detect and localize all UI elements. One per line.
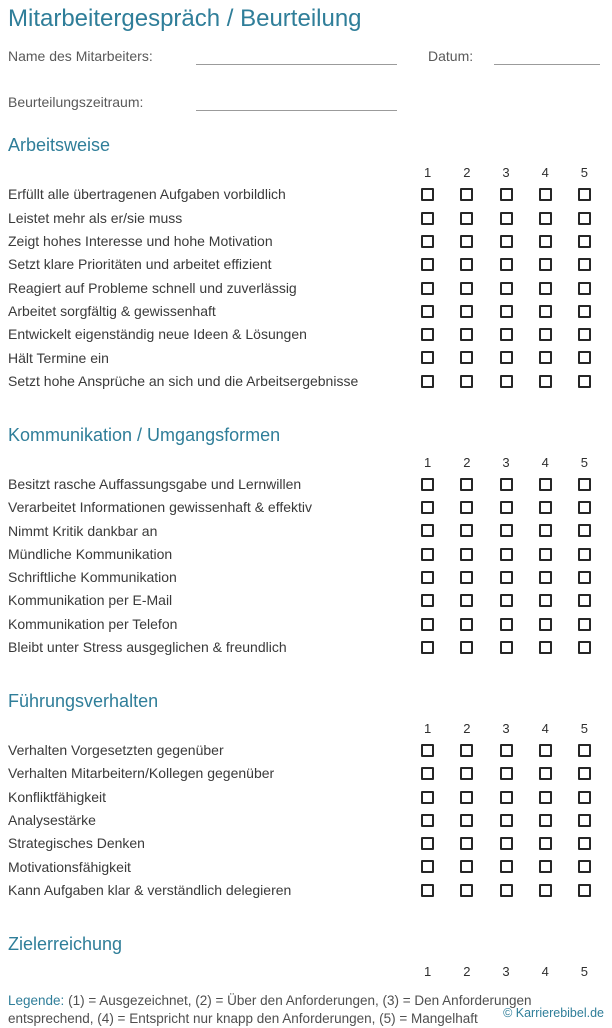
rating-checkbox-group (408, 860, 604, 873)
rating-checkbox[interactable] (539, 212, 552, 225)
rating-scale-number: 4 (541, 720, 549, 736)
rating-checkbox[interactable] (421, 548, 434, 561)
rating-checkbox-group (408, 501, 604, 514)
rating-checkbox[interactable] (539, 860, 552, 873)
rating-checkbox[interactable] (539, 188, 552, 201)
rating-checkbox[interactable] (500, 282, 513, 295)
rating-checkbox-group (408, 305, 604, 318)
rating-item-label: Kommunikation per Telefon (8, 615, 178, 632)
rating-scale-number: 4 (541, 454, 549, 470)
rating-checkbox[interactable] (421, 478, 434, 491)
rating-scale-number: 4 (541, 165, 549, 181)
rating-item-label: Setzt hohe Ansprüche an sich und die Arbeitsergebnisse (8, 372, 359, 389)
rating-scale-number: 5 (580, 720, 589, 736)
rating-row (8, 230, 604, 253)
rating-checkbox[interactable] (421, 860, 434, 873)
rating-checkbox[interactable] (578, 837, 591, 850)
rating-item-label: Motivationsfähigkeit (8, 858, 131, 875)
rating-item-label: Schriftliche Kommunikation (8, 569, 177, 586)
rating-checkbox[interactable] (460, 791, 473, 804)
rating-scale-number: 2 (463, 963, 471, 979)
rating-checkbox[interactable] (500, 837, 513, 850)
rating-checkbox-group (408, 478, 604, 491)
rating-checkbox[interactable] (460, 860, 473, 873)
rating-checkbox[interactable] (539, 235, 552, 248)
rating-checkbox[interactable] (460, 618, 473, 631)
rating-checkbox[interactable] (500, 618, 513, 631)
rating-row (8, 832, 604, 855)
rating-scale-header (408, 721, 604, 736)
rating-checkbox[interactable] (421, 837, 434, 850)
rating-checkbox[interactable] (578, 884, 591, 897)
section-heading: Führungsverhalten (8, 691, 159, 712)
rating-checkbox[interactable] (421, 884, 434, 897)
rating-item-label: Kommunikation per E-Mail (8, 592, 173, 609)
period-input[interactable] (196, 95, 397, 111)
rating-checkbox[interactable] (460, 328, 473, 341)
rating-item-label: Nimmt Kritik dankbar an (8, 522, 158, 539)
rating-scale-number: 1 (423, 454, 432, 470)
rating-checkbox[interactable] (421, 814, 434, 827)
rating-row (8, 276, 604, 299)
rating-checkbox[interactable] (500, 188, 513, 201)
rating-row (8, 253, 604, 276)
rating-checkbox[interactable] (578, 375, 591, 388)
date-label: Datum: (428, 48, 474, 65)
rating-checkbox[interactable] (500, 212, 513, 225)
rating-checkbox[interactable] (500, 884, 513, 897)
rating-checkbox[interactable] (421, 744, 434, 757)
rating-checkbox-group (408, 767, 604, 780)
rating-checkbox-group (408, 524, 604, 537)
rating-checkbox[interactable] (460, 814, 473, 827)
rating-scale-number: 1 (423, 963, 432, 979)
rating-checkbox[interactable] (421, 282, 434, 295)
section-rows (8, 183, 604, 393)
rating-checkbox[interactable] (500, 767, 513, 780)
rating-checkbox[interactable] (500, 791, 513, 804)
rating-row (8, 519, 604, 542)
rating-row (8, 879, 604, 902)
rating-checkbox[interactable] (539, 282, 552, 295)
rating-checkbox[interactable] (539, 548, 552, 561)
rating-checkbox[interactable] (421, 618, 434, 631)
rating-item-label: Verarbeitet Informationen gewissenhaft & effektiv (8, 499, 313, 516)
rating-checkbox[interactable] (460, 305, 473, 318)
rating-checkbox[interactable] (500, 641, 513, 654)
name-label: Name des Mitarbeiters: (8, 48, 153, 65)
rating-checkbox[interactable] (500, 305, 513, 318)
rating-checkbox[interactable] (578, 282, 591, 295)
rating-scale-header (408, 165, 604, 180)
copyright: © Karrierebibel.de (503, 1006, 604, 1020)
rating-checkbox[interactable] (578, 767, 591, 780)
rating-scale-number: 5 (580, 165, 589, 181)
rating-row (8, 543, 604, 566)
rating-checkbox[interactable] (578, 188, 591, 201)
rating-checkbox[interactable] (460, 837, 473, 850)
section-rows (8, 739, 604, 902)
rating-checkbox-group (408, 235, 604, 248)
rating-checkbox[interactable] (578, 305, 591, 318)
rating-checkbox[interactable] (460, 282, 473, 295)
rating-checkbox[interactable] (421, 594, 434, 607)
rating-checkbox-group (408, 548, 604, 561)
rating-checkbox[interactable] (460, 571, 473, 584)
rating-checkbox[interactable] (539, 594, 552, 607)
rating-checkbox[interactable] (578, 618, 591, 631)
rating-row (8, 370, 604, 393)
rating-checkbox[interactable] (460, 744, 473, 757)
rating-scale-number: 2 (463, 165, 471, 181)
rating-checkbox-group (408, 837, 604, 850)
rating-checkbox-group (408, 212, 604, 225)
rating-checkbox[interactable] (421, 571, 434, 584)
legend-text: (1) = Ausgezeichnet, (2) = Über den Anforderungen, (3) = Den Anforderungen entsprechend, (4) = Entspricht nur knapp den Anforderungen, (5) = Mangelhaft (8, 992, 532, 1026)
rating-scale-header (408, 455, 604, 470)
rating-row (8, 809, 604, 832)
rating-row (8, 739, 604, 762)
rating-checkbox[interactable] (539, 478, 552, 491)
rating-item-label: Bleibt unter Stress ausgeglichen & freundlich (8, 638, 287, 655)
rating-checkbox[interactable] (539, 884, 552, 897)
rating-checkbox-group (408, 375, 604, 388)
rating-checkbox[interactable] (460, 351, 473, 364)
rating-checkbox[interactable] (500, 235, 513, 248)
rating-item-label: Mündliche Kommunikation (8, 545, 173, 562)
rating-checkbox-group (408, 188, 604, 201)
rating-checkbox-group (408, 282, 604, 295)
rating-row (8, 300, 604, 323)
rating-checkbox[interactable] (500, 571, 513, 584)
rating-scale-number: 1 (423, 720, 432, 736)
rating-item-label: Arbeitet sorgfältig & gewissenhaft (8, 302, 216, 319)
rating-checkbox[interactable] (421, 258, 434, 271)
rating-checkbox[interactable] (578, 641, 591, 654)
rating-row (8, 566, 604, 589)
rating-row (8, 636, 604, 659)
header-fields (8, 46, 604, 111)
rating-checkbox[interactable] (500, 548, 513, 561)
rating-checkbox-group (408, 641, 604, 654)
rating-item-label: Hält Termine ein (8, 349, 109, 366)
rating-checkbox[interactable] (578, 524, 591, 537)
rating-checkbox[interactable] (539, 571, 552, 584)
rating-checkbox[interactable] (539, 328, 552, 341)
rating-item-label: Verhalten Vorgesetzten gegenüber (8, 742, 224, 759)
rating-item-label: Erfüllt alle übertragenen Aufgaben vorbildlich (8, 186, 286, 203)
rating-checkbox[interactable] (578, 791, 591, 804)
rating-item-label: Entwickelt eigenständig neue Ideen & Lösungen (8, 326, 307, 343)
rating-checkbox[interactable] (460, 767, 473, 780)
rating-checkbox[interactable] (539, 258, 552, 271)
rating-checkbox[interactable] (460, 478, 473, 491)
rating-section (8, 426, 604, 659)
rating-scale-header (408, 964, 604, 979)
rating-scale-number: 2 (463, 720, 471, 736)
rating-row (8, 762, 604, 785)
rating-checkbox[interactable] (578, 814, 591, 827)
rating-checkbox[interactable] (421, 791, 434, 804)
rating-row (8, 855, 604, 878)
rating-checkbox-group (408, 884, 604, 897)
rating-checkbox[interactable] (421, 524, 434, 537)
rating-scale-number: 5 (580, 963, 589, 979)
rating-checkbox[interactable] (421, 641, 434, 654)
period-field-row (8, 92, 604, 111)
rating-checkbox[interactable] (539, 351, 552, 364)
rating-item-label: Leistet mehr als er/sie muss (8, 209, 183, 226)
rating-checkbox[interactable] (578, 328, 591, 341)
rating-scale-number: 2 (463, 454, 471, 470)
rating-checkbox[interactable] (578, 548, 591, 561)
rating-checkbox[interactable] (539, 767, 552, 780)
rating-checkbox[interactable] (460, 594, 473, 607)
rating-checkbox[interactable] (500, 501, 513, 514)
rating-checkbox[interactable] (539, 791, 552, 804)
rating-checkbox[interactable] (539, 305, 552, 318)
name-input[interactable] (196, 49, 397, 65)
rating-item-label: Zeigt hohes Interesse und hohe Motivation (8, 233, 273, 250)
rating-row (8, 346, 604, 369)
rating-item-label: Setzt klare Prioritäten und arbeitet effizient (8, 256, 272, 273)
rating-checkbox[interactable] (500, 594, 513, 607)
rating-scale-number: 4 (541, 963, 549, 979)
section-rows (8, 473, 604, 659)
rating-checkbox[interactable] (578, 478, 591, 491)
legend (8, 992, 586, 1028)
rating-checkbox[interactable] (421, 328, 434, 341)
rating-checkbox-group (408, 618, 604, 631)
rating-row (8, 785, 604, 808)
rating-checkbox[interactable] (460, 258, 473, 271)
rating-checkbox-group (408, 571, 604, 584)
rating-scale-number: 5 (580, 454, 589, 470)
rating-checkbox[interactable] (578, 594, 591, 607)
rating-checkbox[interactable] (421, 305, 434, 318)
legend-label: Legende: (8, 992, 65, 1008)
rating-item-label: Besitzt rasche Auffassungsgabe und Lernwillen (8, 475, 302, 492)
rating-checkbox[interactable] (539, 814, 552, 827)
rating-row (8, 496, 604, 519)
rating-checkbox[interactable] (539, 837, 552, 850)
rating-checkbox[interactable] (500, 258, 513, 271)
rating-checkbox[interactable] (460, 501, 473, 514)
rating-checkbox[interactable] (460, 235, 473, 248)
rating-checkbox[interactable] (500, 375, 513, 388)
name-field-row (8, 46, 604, 65)
rating-checkbox[interactable] (578, 351, 591, 364)
rating-checkbox[interactable] (460, 375, 473, 388)
rating-checkbox[interactable] (578, 571, 591, 584)
rating-checkbox[interactable] (539, 375, 552, 388)
rating-row (8, 323, 604, 346)
rating-row (8, 183, 604, 206)
rating-scale-number: 3 (502, 720, 510, 736)
rating-checkbox[interactable] (421, 212, 434, 225)
rating-checkbox-group (408, 351, 604, 364)
rating-checkbox[interactable] (578, 212, 591, 225)
rating-checkbox[interactable] (500, 744, 513, 757)
rating-scale-number: 3 (502, 963, 510, 979)
rating-checkbox[interactable] (460, 548, 473, 561)
rating-checkbox[interactable] (578, 860, 591, 873)
rating-section (8, 136, 604, 392)
section-heading: Kommunikation / Umgangsformen (8, 424, 281, 445)
rating-checkbox-group (408, 814, 604, 827)
rating-section (8, 692, 604, 902)
section-heading: Zielerreichung (8, 933, 123, 954)
page-title: Mitarbeitergespräch / Beurteilung (8, 5, 362, 32)
date-input[interactable] (494, 49, 600, 65)
rating-checkbox[interactable] (539, 524, 552, 537)
rating-checkbox[interactable] (421, 501, 434, 514)
rating-item-label: Verhalten Mitarbeitern/Kollegen gegenüber (8, 765, 275, 782)
rating-checkbox-group (408, 328, 604, 341)
rating-scale-number: 3 (502, 165, 510, 181)
rating-checkbox[interactable] (578, 501, 591, 514)
rating-scale-number: 1 (423, 165, 432, 181)
rating-checkbox[interactable] (578, 744, 591, 757)
section-heading: Arbeitsweise (8, 135, 111, 156)
rating-checkbox[interactable] (578, 235, 591, 248)
rating-item-label: Strategisches Denken (8, 835, 145, 852)
rating-checkbox[interactable] (539, 501, 552, 514)
rating-checkbox[interactable] (421, 351, 434, 364)
rating-checkbox[interactable] (500, 328, 513, 341)
rating-checkbox-group (408, 744, 604, 757)
rating-checkbox[interactable] (578, 258, 591, 271)
rating-checkbox[interactable] (421, 188, 434, 201)
rating-checkbox[interactable] (460, 524, 473, 537)
rating-item-label: Analysestärke (8, 811, 96, 828)
sections (8, 136, 604, 978)
rating-row (8, 589, 604, 612)
rating-checkbox[interactable] (500, 351, 513, 364)
rating-row (8, 612, 604, 635)
rating-checkbox[interactable] (421, 375, 434, 388)
rating-checkbox[interactable] (500, 860, 513, 873)
rating-row (8, 473, 604, 496)
rating-checkbox-group (408, 258, 604, 271)
rating-checkbox[interactable] (500, 524, 513, 537)
rating-checkbox[interactable] (460, 641, 473, 654)
rating-checkbox[interactable] (460, 188, 473, 201)
rating-row (8, 206, 604, 229)
rating-checkbox[interactable] (500, 478, 513, 491)
rating-checkbox[interactable] (539, 744, 552, 757)
rating-checkbox[interactable] (539, 618, 552, 631)
rating-checkbox[interactable] (421, 767, 434, 780)
rating-item-label: Reagiert auf Probleme schnell und zuverlässig (8, 279, 297, 296)
rating-scale-number: 3 (502, 454, 510, 470)
rating-item-label: Kann Aufgaben klar & verständlich delegieren (8, 881, 292, 898)
rating-checkbox[interactable] (460, 212, 473, 225)
rating-section (8, 935, 604, 979)
rating-item-label: Konfliktfähigkeit (8, 788, 107, 805)
rating-checkbox[interactable] (421, 235, 434, 248)
period-label: Beurteilungszeitraum: (8, 94, 144, 111)
rating-checkbox-group (408, 791, 604, 804)
rating-checkbox[interactable] (539, 641, 552, 654)
rating-checkbox[interactable] (460, 884, 473, 897)
rating-checkbox[interactable] (500, 814, 513, 827)
rating-checkbox-group (408, 594, 604, 607)
